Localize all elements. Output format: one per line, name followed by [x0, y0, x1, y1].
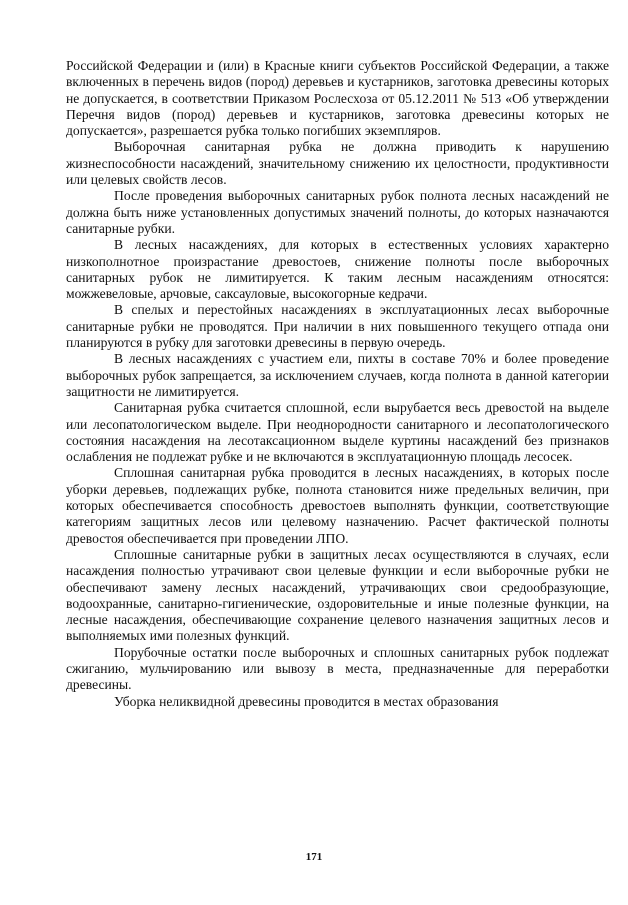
paragraph-clear-sanitary-conditions: Сплошная санитарная рубка проводится в лесных насаждениях, в которых после уборки деревьев, подлежащих рубке, полнота становится ниже предельных величин, при которых обеспечивается способность древостоев выполнять функции, соответствующие категориям защитных лесов или целевому назначению. Расчет фактической полноты древостоя обеспечивается при проведении ЛПО.: [66, 465, 609, 546]
paragraph-clear-sanitary-definition: Санитарная рубка считается сплошной, если вырубается весь древостой на выделе или лесопатологическом выделе. При неоднородности санитарного и лесопатологического состояния насаждения на лесотаксационном выделе куртины насаждений без признаков ослабления не подлежат рубке и не включаются в эксплуатационную площадь лесосек.: [66, 400, 609, 465]
paragraph-spruce-fir-stands: В лесных насаждениях с участием ели, пихты в составе 70% и более проведение выборочных рубок запрещается, за исключением случаев, когда полнота в данной категории защитности не лимитируется.: [66, 351, 609, 399]
paragraph-stand-density-after-felling: После проведения выборочных санитарных рубок полнота лесных насаждений не должна быть ниже установленных допустимых значений полноты, до которых назначаются санитарные рубки.: [66, 188, 609, 236]
paragraph-low-density-stands: В лесных насаждениях, для которых в естественных условиях характерно низкополнотное произрастание древостоев, снижение полноты после выборочных санитарных рубок не лимитируется. К таким лесным насаждениям относятся: можжевеловые, арчовые, саксауловые, высокогорные кедрачи.: [66, 237, 609, 302]
paragraph-non-marketable-wood: Уборка неликвидной древесины проводится в местах образования: [114, 693, 499, 709]
paragraph-selective-sanitary-felling: Выборочная санитарная рубка не должна приводить к нарушению жизнеспособности насаждений, значительному снижению их целостности, продуктивности или целевых свойств лесов.: [66, 139, 609, 188]
body-text: [66, 58, 609, 710]
paragraph-mature-overmature-stands: В спелых и перестойных насаждениях в эксплуатационных лесах выборочные санитарные рубки не проводятся. При наличии в них повышенного текущего отпада они планируются в рубку для заготовки древесины в первую очередь.: [66, 302, 609, 351]
paragraph-protected-species: Российской Федерации и (или) в Красные книги субъектов Российской Федерации, а также включенных в перечень видов (пород) деревьев и кустарников, заготовка древесины которых не допускается, в соответствии Приказом Рослесхоза от 05.12.2011 № 513 «Об утверждении Перечня видов (пород) деревьев и кустарников, заготовка древесины которых не допускается», разрешается рубка только погибших экземпляров.: [66, 58, 609, 139]
paragraph-clear-felling-protective-forests: Сплошные санитарные рубки в защитных лесах осуществляются в случаях, если насаждения полностью утрачивают свои целевые функции и если выборочные рубки не обеспечивают замену лесных насаждений, утрачивающих свои средообразующие, водоохранные, санитарно-гигиенические, оздоровительные и иные полезные функции, на лесные насаждения, обеспечивающие сохранение целевого назначения защитных лесов и выполняемых ими полезных функций.: [66, 546, 609, 644]
page-number: 171: [305, 851, 323, 863]
paragraph-logging-residues: Порубочные остатки после выборочных и сплошных санитарных рубок подлежат сжиганию, мульчированию или вывозу в места, предназначенные для переработки древесины.: [66, 644, 609, 693]
